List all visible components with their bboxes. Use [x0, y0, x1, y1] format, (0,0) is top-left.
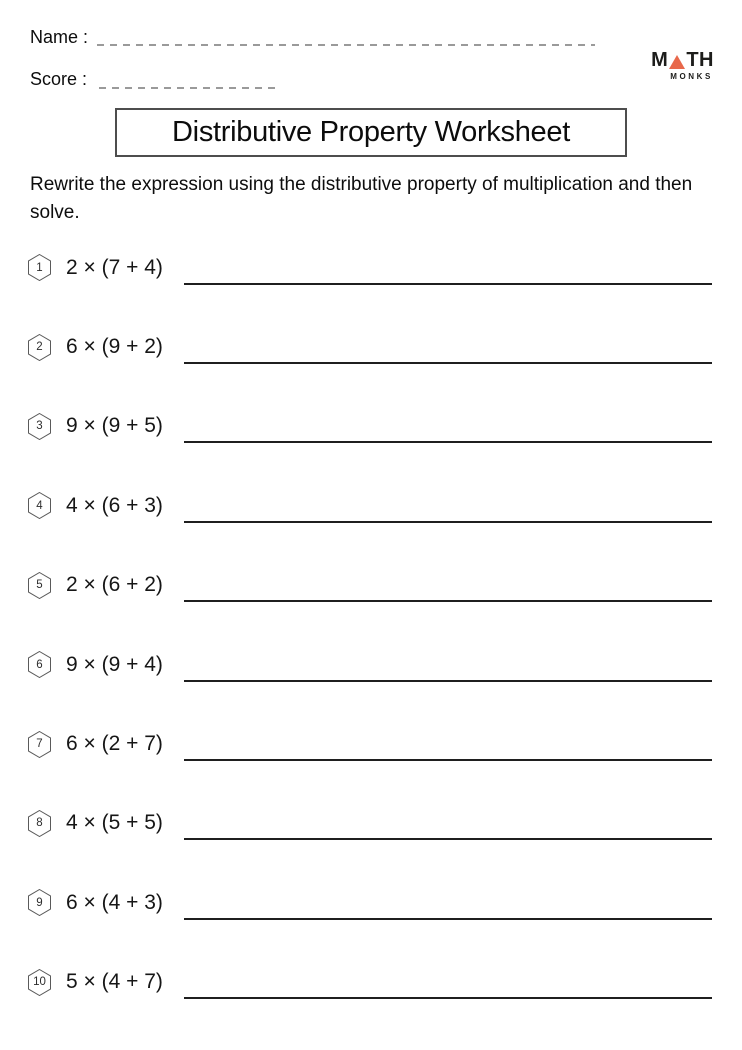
problem-expression: 4 × (5 + 5) [66, 811, 163, 835]
instructions-text: Rewrite the expression using the distributive property of multiplication and then solve. [30, 174, 693, 223]
problem-row [28, 784, 712, 863]
problem-row [28, 466, 712, 545]
problem-row [28, 704, 712, 783]
answer-line[interactable] [184, 680, 712, 682]
problem-number-badge [28, 334, 51, 361]
problem-number: 1 [36, 261, 43, 274]
logo-subtitle: MONKS [670, 72, 713, 81]
answer-line[interactable] [184, 283, 712, 285]
problem-number: 9 [36, 896, 43, 909]
page-title: Distributive Property Worksheet [172, 116, 570, 148]
problem-expression: 6 × (4 + 3) [66, 890, 163, 914]
score-input-line[interactable] [99, 87, 280, 89]
problem-expression: 5 × (4 + 7) [66, 970, 163, 994]
problem-expression: 2 × (6 + 2) [66, 573, 163, 597]
answer-line[interactable] [184, 759, 712, 761]
problem-row [28, 387, 712, 466]
problem-expression: 2 × (7 + 4) [66, 255, 163, 279]
title-box [115, 108, 627, 157]
answer-line[interactable] [184, 521, 712, 523]
problem-row [28, 228, 712, 307]
problem-number: 10 [33, 976, 46, 989]
problem-number: 8 [36, 817, 43, 830]
problem-number-badge [28, 651, 51, 678]
problem-number-badge [28, 572, 51, 599]
problem-number-badge [28, 969, 51, 996]
problem-row [28, 625, 712, 704]
problems-list [28, 228, 712, 1022]
problem-expression: 9 × (9 + 5) [66, 414, 163, 438]
answer-line[interactable] [184, 362, 712, 364]
problem-number: 2 [36, 341, 43, 354]
problem-number-badge [28, 889, 51, 916]
answer-line[interactable] [184, 838, 712, 840]
problem-number: 5 [36, 579, 43, 592]
answer-line[interactable] [184, 441, 712, 443]
logo-letters-th: TH [686, 49, 714, 71]
problem-row [28, 546, 712, 625]
problem-number-badge [28, 731, 51, 758]
problem-row [28, 307, 712, 386]
problem-number-badge [28, 254, 51, 281]
problem-row [28, 863, 712, 942]
name-input-line[interactable] [97, 44, 595, 46]
problem-number: 3 [36, 420, 43, 433]
math-monks-logo [651, 50, 714, 81]
problem-number: 4 [36, 499, 43, 512]
problem-number-badge [28, 810, 51, 837]
problem-number-badge [28, 492, 51, 519]
problem-expression: 4 × (6 + 3) [66, 493, 163, 517]
name-label: Name : [30, 27, 89, 47]
answer-line[interactable] [184, 918, 712, 920]
score-label: Score : [30, 69, 88, 89]
problem-expression: 6 × (2 + 7) [66, 732, 163, 756]
problem-expression: 6 × (9 + 2) [66, 335, 163, 359]
answer-line[interactable] [184, 600, 712, 602]
answer-line[interactable] [184, 997, 712, 999]
problem-number: 6 [36, 658, 43, 671]
logo-letter-m: M [651, 49, 669, 71]
logo-word [651, 50, 714, 70]
problem-row [28, 943, 712, 1022]
problem-number-badge [28, 413, 51, 440]
problem-expression: 9 × (9 + 4) [66, 652, 163, 676]
problem-number: 7 [36, 738, 43, 751]
triangle-icon [669, 55, 685, 69]
